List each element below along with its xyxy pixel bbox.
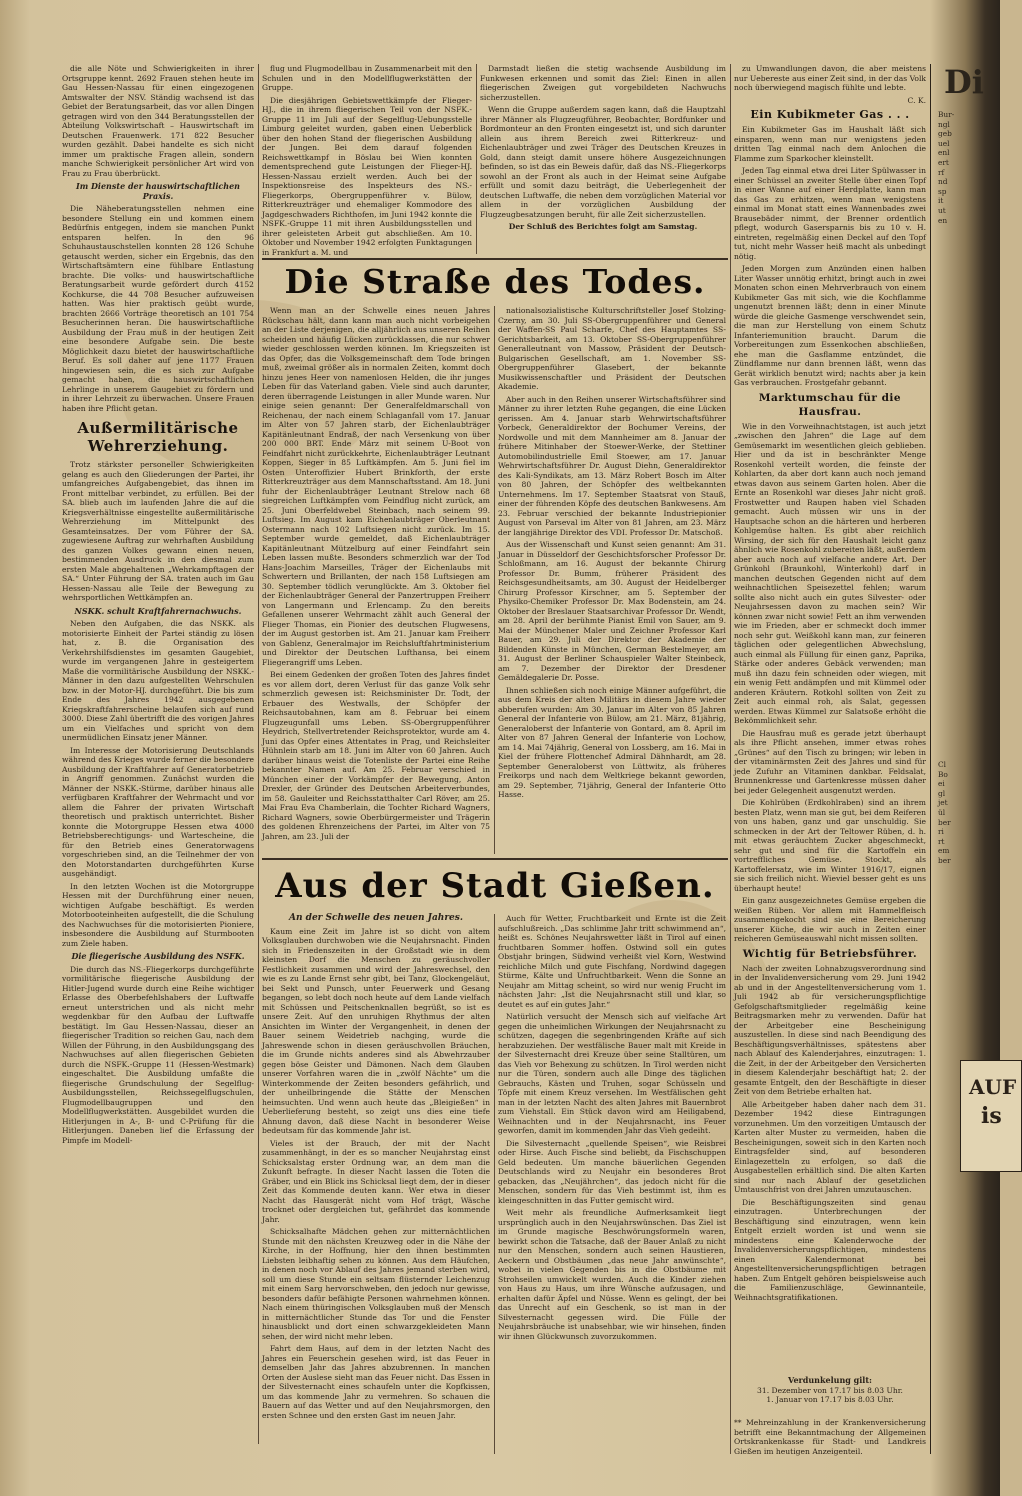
continuation-note: Der Schluß des Berichtes folgt am Samstag. [508, 222, 698, 231]
paragraph: Wie in den Vorweihnachtstagen, ist auch jetzt „zwischen den Jahren“ die Lage auf dem Gemüsemarkt im wesentlichen gleich geblieben. Hier und da ist in beschränkter Menge Rosenkohl verteilt worden, die feinste der Kohlarten, da aber dort kann auch noch jemand etwas davon aus seinem Garten holen. Aber die Ernte an Rosenkohl war dieses Jahr nicht groß. Frostwetter und Raupen haben viel Schaden gemacht. Auch müssen wir uns in der Hauptsache schon an die härteren und herberen Kohlgemüse halten. Es gibt aber reichlich Wirsing, der sich für den Haushalt leicht ganz ähnlich wie Rosenkohl zubereiten läßt, außerdem aber auch noch auf vielfache andere Art. Der Grünkohl (Braunkohl, Winterkohl) darf in manchen deutschen Gegenden nicht auf dem weihnachtlichen Speisezettel fehlen; warum sollte also nicht auch ein gutes Silvester- oder Neujahrsessen davon zu machen sein? Wir können zwar nicht sowie! Fett an ihm verwenden wie im Frieden, aber er schmeckt doch immer noch sehr gut. Weißkohl kann man, zur feineren täglichen oder gelegentlichen Abwechslung, auch einmal als Füllung für einen ganz, Paprika, Stärke oder anderes Gebäck verwenden; man muß ihn dazu fein schneiden oder wiegen, mit ein wenig Fett andämpfen und mit Kümmel oder anderen Kräutern. Rotkohl sollten von Zeit zu Zeit auch einmal roh, als Salat, gegessen werden. Etwas Kümmel zur Salatsoße erhöht die Bekömmlichkeit sehr. [734, 421, 926, 725]
strasse-column-2 [498, 306, 726, 854]
paragraph: flug und Flugmodellbau in Zusammenarbeit mit den Schulen und in den Modellflugwerkstätten der Gruppe. [262, 64, 472, 92]
article-column-5 [734, 64, 926, 1374]
adjacent-page-ad-box [960, 1060, 1022, 1172]
paragraph: Nach der zweiten Lohnabzugsverordnung sind in der Invalidenversicherung vom 29. Juni 1942 ab und in der Angestelltenversicherung vom 1. Juli 1942 ab für versicherungspflichtige Gefolgschaftsmitglieder regelmäßig keine Beitragsmarken mehr zu verwenden. Dafür hat der Arbeitgeber eine Bescheinigung auszustellen. In diese sind nach Beendigung des Beschäftigungsverhältnisses, spätestens aber nach Ablauf des Kalenderjahres, einzutragen: 1. die Zeit, in der der Arbeitgeber den Versicherten in diesem Kalenderjahr beschäftigt hat; 2. der gesamte Entgelt, den der Beschäftigte in dieser Zeit von dem Betriebe erhalten hat. [734, 963, 926, 1096]
blackout-notice [734, 1376, 926, 1416]
paragraph: Die Hausfrau muß es gerade jetzt überhaupt als ihre Pflicht ansehen, immer etwas rohes „Grünes“ auf den Tisch zu bringen; wir leben in der vitaminärmsten Zeit des Jahres und sind für jede Zufuhr an Vitaminen dankbar. Feldsalat, Brunnenkresse und Gartenkresse müssen daher bei jeder Gelegenheit ausgenutzt werden. [734, 728, 926, 795]
paragraph: Kaum eine Zeit im Jahre ist so dicht von altem Volksglauben durchwoben wie die Neujahrsnacht. Finden sich in Friedenszeiten in der Großstadt wie in dem kleinsten Dorf die Menschen zu geräuschvoller Festlichkeit zusammen und wird der Jahreswechsel, den wie es zu Lande Ernst sehr gibt, bei Tanz, Glockengeläut, bei Sekt und Punsch, unter Feuerwerk und Gesang begangen, so lebt doch noch heute auf dem Lande vielfach mit Schüssen und Peitschenknallen begrüßt, so ist es unsere Zeit. Auf den unruhigen Rhythmus der alten Ansichten im Winter der Vergangenheit, in denen der Bauer seinem Weidetrieb nachging, wurde die Jahreswende schon in diesen geräuschvollen Bräuchen, die im Grunde nichts anderes sind als Abwehrzauber gegen böse Geister und Dämonen. Nach dem Glauben unserer Vorfahren waren die in „zwölf Nächte“ um die Winterkommende der Zeiten besonders gefährlich, und der unheilbringende die Stätte der Menschen heimsuchten. Und wenn auch heute das „Bleigießen“ in Ueberlieferung besteht, so zeigt uns dies eine tiefe Ahnung davon, daß diese Nacht in besonderer Weise bedeutsam für das kommende Jahr ist. [262, 926, 490, 1135]
insurance-note [734, 1418, 926, 1454]
paragraph: Aber auch in den Reihen unserer Wirtschaftsführer sind Männer zu ihrer letzten Ruhe gegangen, die eine Lücken gerissen. Am 4. Januar starb Wehrwirtschaftsführer Vorbeck, Generaldirektor der Bochumer Vereins, der Nordwolle und mit dem Mannheimer am 8. Januar der frühere Mitinhaber der Stoewer-Werke, der Stettiner Automobilindustrielle Emil Stoewer, am 17. Januar Wehrwirtschaftsführer Dr. August Diehn, Generaldirektor des Kali-Syndikats, am 13. März Robert Bosch im Alter von 80 Jahren, der Schöpfer des weltbekannten Unternehmens. Im 17. September Staatsrat von Stauß, einer der führenden Köpfe des deutschen Bankwesens. Am 23. Februar verschied der bekannte Industriepionier August von Parseval im Alter von 81 Jahren, am 23. März der langjährige Direktor des VDI. Professor Dr. Matschoß. [498, 394, 726, 537]
column-divider [258, 64, 259, 1444]
subheading: Die fliegerische Ausbildung des NSFK. [71, 951, 245, 961]
blackout-line: 31. Dezember von 17.17 bis 8.03 Uhr. [757, 1385, 903, 1395]
paragraph: Vieles ist der Brauch, der mit der Nacht zusammenhängt, in der es so mancher Neujahrstag einst Schicksalstag erster Ordnung war, an dem man die Zukunft befragte. In dieser Nacht lassen die Toten die Gräber, und ein Blick ins Schicksal liegt dem, der in dieser Zeit das Kommende deuten kann. Wer etwa in dieser Nacht das Hausgerät nicht vom Hof trägt, Wäsche trocknet oder dergleichen tut, gefährdet das kommende Jahr. [262, 1138, 490, 1224]
adjacent-page-text: Bur- ngl geb uel enl ert rf nd sp it ut en [938, 110, 955, 225]
blackout-title: Verdunkelung gilt: [787, 1375, 872, 1385]
section-rule [262, 858, 728, 860]
column-divider [730, 64, 731, 1454]
giessen-column-1 [262, 914, 490, 1454]
paragraph: zu Umwandlungen davon, die aber meistens nur Uebereste aus einer Zeit sind, in der das Volk noch überwiegend magisch fühlte und lebte. [734, 64, 926, 92]
section-heading: Ein Kubikmeter Gas . . . [750, 108, 910, 121]
paragraph: Wenn man an der Schwelle eines neuen Jahres Rückschau hält, dann kann man auch nicht vorbeigehen an der Liste derjenigen, die alljährlich aus unseren Reihen scheiden und häufig Lücken zurücklassen, die nur schwer wieder geschlossen werden können. Im Kriegszeiten ist das Opfer, das die Volksgemeinschaft dem Tode bringen muß, zweimal größer als in normalen Zeiten, kommt doch hinzu jenes Heer von namenlosen Helden, die ihr junges Leben für das Vaterland gaben. Viele sind auch darunter, deren überragende Leistungen in aller Munde waren. Nur einige seien genannt: Der Generalfeldmarschall von Reichenau, der nach einem Schlaganfall vom 17. Januar im Alter von 57 Jahren starb, der Eichenlaubträger Kapitänleutnant Endraß, der nach Versenkung von über 200 000 BRT. Ende März mit seinem U-Boot von Feindfahrt nicht zurückkehrte, Eichenlaubträger Leutnant Koppen, Sieger in 85 Luftkämpfen. Am 5. Juni fiel im Osten Unteroffizier Hubert Brinkforth, der erste Ritterkreuzträger aus dem Mannschaftsstand. Am 18. Juni fuhr der Eichenlaubträger Leutnant Strelow nach 68 siegreichen Luftkämpfen vom Feindflug nicht zurück, am 25. Juni Oberfeldwebel Steinbach, nach seinem 99. Luftsieg. Im August kam Eichenlaubträger Oberleutnant Ostermann nach 102 Luftsiegen nicht zurück. Im 15. September wurde gemeldet, daß Eichenlaubträger Kapitänleutnant Mützelburg auf einer Feindfahrt sein Leben lassen mußte. Besonders schmerzlich war der Tod Hans-Joachim Marseilles, Träger der Eichenlaubs mit Schwertern und Brillanten, der nach 158 Luftsiegen am 30. September tödlich verunglückte. Am 3. Oktober fiel der Eichenlaubträger General der Panzertruppen Freiherr von Langermann und Erlencamp. Zu den bereits Gefallenen unserer Wehrmacht zählt auch General der Flieger Thomas, ein Pionier des deutschen Flugwesens, der im August gestorben ist. Am 21. Januar kam Freiherr von Gablenz, Generalmajor im Reichsluftfahrtministerium und Direktor der Deutschen Lufthansa, bei einem Fliegerangriff ums Leben. [262, 306, 490, 667]
paragraph: Bei einem Gedenken der großen Toten des Jahres findet es vor allem dort, deren Verlust für das ganze Volk sehr schmerzlich gewesen ist: Reichsminister Dr. Todt, der Erbauer des Westwalls, der Schöpfer der Reichsautobahnen, kam am 8. Februar bei einem Flugzeugunfall ums Leben. SS-Obergruppenführer Heydrich, Stellvertretender Reichsprotektor, wurde am 4. Juni das Opfer eines Attentates in Prag, und Reichsleiter Hühnlein starb am 18. Juni im Alter von 60 Jahren. Auch darüber hinaus weist die Totenliste der Partei eine Reihe bekannter Namen auf. Am 25. Februar verschied in München einer der Vorkämpfer der Bewegung, Anton Drexler, der Gründer des Deutschen Arbeiterverbundes, im 58. Gauleiter und Reichsstatthalter Carl Röver, am 25. Mai Frau Eva Chamberlain, die Tochter Richard Wagners, Richard Wagners, sowie Oberbürgermeister und Trägerin des goldenen Ehrenzeichens der Partei, im Alter von 75 Jahren, am 23. Juli der [262, 670, 490, 841]
paragraph: In den letzten Wochen ist die Motorgruppe Hessen mit der Durchführung einer neuen, wichtigen Aufgabe beschäftigt. Es werden Motorbooteinheiten aufgestellt, die die Schulung des Nachwuchses für die motorisierten Pioniere, insbesondere die Ausbildung auf Sturmbooten zum Ziele haben. [62, 881, 254, 948]
paragraph: Wenn die Gruppe außerdem sagen kann, daß die Hauptzahl ihrer Männer als Flugzeugführer, Beobachter, Bordfunker und Bordmonteur an den Fronten eingesetzt ist, und sich darunter allein aus ihrem Bereich zwei Ritterkreuz- und Eichenlaubträger und zwei Träger des Deutschen Kreuzes in Gold, dann steigt damit unsere höhere Ausgezeichnungen befinden, so ist das ein Beweis dafür, daß das NS.-Fliegerkorps sowohl an der Front als auch in der Heimat seine Aufgabe erfüllt und somit dazu beiträgt, die Ueberlegenheit der deutschen Luftwaffe, die neben dem vorzüglichen Material vor allem in der vorzüglichen Ausbildung der Flugzeugbesatzungen beruht, für alle Zeit sicherzustellen. [480, 105, 726, 219]
article-column-2 [262, 64, 472, 257]
paragraph: Fahrt dem Haus, auf dem in der letzten Nacht des Jahres ein Feuerschein gesehen wird, ist das Feuer in demselben Jahr das Jahres abzubrennen. In manchen Orten der Auslese sieht man das Feuer nicht. Das Essen in der Silvesternacht eines schaufeln unter die Kopfkissen, um das kommende Jahr zu vermehren. So schauen die Bauern auf das Wetter und auf den Neujahrsmorgen, den ersten Schnee und den ersten Gast im neuen Jahr. [262, 1344, 490, 1420]
paragraph: Jeden Tag einmal etwa drei Liter Spülwasser in einer Schüssel an zweiter Stelle über einen Topf in einer Wanne auf einer Herdplatte, kann man das Gas zu erhitzen, wenn man wenigstens einmal im Monat statt eines Wannenbades zwei Brausebäder nimmt, der Brenner ordentlich pflegt, wodurch Gasersparnis bis zu 10 v. H. eintreten, regelmäßig einen Deckel auf den Topf tut, nicht mehr Wasser heiß macht als unbedingt nötig. [734, 166, 926, 261]
paragraph: Im Interesse der Motorisierung Deutschlands während des Krieges wurde ferner die besondere Ausbildung der Kraftfahrer auf Generatorbetrieb in Angriff genommen. Zunächst wurden die Männer der NSKK.-Stürme, darüber hinaus alle verfügbaren Kraftfahrer der Wehrmacht und vor allem die Fahrer der privaten Wirtschaft theoretisch und praktisch unterrichtet. Bisher konnte die Motorgruppe Hessen etwa 4000 Betriebsberechtigungs- und Wartescheine, die für den Betrieb eines Generatorwagens vorgeschrieben sind, an die Teilnehmer der von den Motorstandarten durchgeführten Kurse ausgehändigt. [62, 745, 254, 878]
main-headline: Die Straße des Todes. [284, 262, 706, 301]
city-section-headline: Aus der Stadt Gießen. [275, 866, 715, 906]
paragraph: Ein ganz ausgezeichnetes Gemüse ergeben die weißen Rüben. Vor allem mit Hammelfleisch zusammengekocht sind sie eine Bereicherung unserer Küche, die wir auch in Zeiten einer reicheren Gemüseauswahl nicht missen sollten. [734, 896, 926, 943]
adjacent-page-text: Cl Bo ei gl jet ül ber ri rt em ber [938, 760, 951, 865]
column-divider [476, 64, 477, 254]
subheading: Im Dienste der hauswirtschaftlichen Praxis. [76, 181, 240, 201]
section-heading: Außermilitärische Wehrerziehung. [77, 419, 239, 455]
paragraph: Darmstadt ließen die stetig wachsende Ausbildung im Funkwesen erkennen und somit das Ziel: Einen in allen fliegerischen Zweigen gut vorgebildeten Nachwuchs sicherzustellen. [480, 64, 726, 102]
blackout-line: 1. Januar von 17.17 bis 8.03 Uhr. [766, 1395, 894, 1404]
column-divider [494, 914, 495, 1454]
adjacent-ad-text: AUF [969, 1075, 1017, 1099]
paragraph: Natürlich versucht der Mensch sich auf vielfache Art gegen die unheimlichen Wirkungen der Neujahrsnacht zu schützen, dagegen die segenbringenden Kräfte auf sich herabzuziehen. Der westfälische Bauer malt mit Kreide in der Silvesternacht drei Kreuze über seine Stalltüren, um das Vieh vor Behexung zu schützen. In Tirol werden nicht nur die Türen, sondern auch alle Dinge des täglichen Gebrauchs, Kästen und Truhen, sogar Schüsseln und Töpfe mit einem Kreuz versehen. Im Westfälischen geht man in der letzten Nacht des alten Jahres mit Bauernbrot zum Viehstall. Ein Stück davon wird am Heiligabend, Weihnachten und in der Neujahrsnacht, ins Feuer geworfen, damit im kommenden Jahr das Vieh gedeiht. [498, 1012, 726, 1135]
adjacent-ad-text: is [981, 1103, 1002, 1129]
paragraph: Schicksalhafte Mädchen gehen zur mitternächtlichen Stunde mit den nächsten Kreuzweg oder in die Nähe der Kirche, in der Hoffnung, hier den ihnen bestimmten Liebsten leibhaftig sehen zu können. Aus dem Häufchen, in denen noch vor Ablauf des Jahres jemand sterben wird, soll um diese Stunde ein seltsam flüsternder Leichenzug mit einem Sarg hervorschweben, den jedoch nur gewisse, besonders dafür befähigte Personen wahrnehmen können. Nach einem thüringischen Volksglauben muß der Mensch in mitternächtlicher Stunde das Tor und die Fenster hinausblickt und dort einen schwarzgekleideten Mann sehen, der wird nicht mehr leben. [262, 1227, 490, 1341]
subheading: An der Schwelle des neuen Jahres. [289, 913, 463, 923]
section-heading: Marktumschau für die Hausfrau. [758, 391, 902, 418]
paragraph: Ein Kubikmeter Gas im Haushalt läßt sich einsparen, wenn man nur wenigstens jeden dritten Tag einmal nach dem Anlochen die Flamme zum Sparkocher kleinstellt. [734, 125, 926, 163]
article-column-3 [480, 64, 726, 254]
paragraph: Die durch das NS.-Fliegerkorps durchgeführte vormilitärische fliegerische Ausbildung der Hitler-Jugend wurde durch eine Reihe wichtiger Erlasse des Oberbefehlshabers der Luftwaffe erneut unterstrichen und als nicht mehr wegdenkbar für den Aufbau der Luftwaffe bestätigt. Im Gau Hessen-Nassau, dieser an fliegerischer Tradition so reichen Gau, nach dem Willen der Führung, in den Ausbildungsgang des Nachwuchses auf allen fliegerischen Gebieten durch die NSFK.-Gruppe 11 (Hessen-Westmark) eingeschaltet. Die Ausbildung umfaßte die fliegerische Grundschulung der Segelflug-Ausbildungsstellen, Reichssegelflugschulen, Flugmodellbaugruppen und den Modellflugwerkstätten. Ausgebildet wurden die Hitlerjungen in A-, B- und C-Prüfung für die Hitlerjungen. Daneben lief die Erfassung der Pimpfe im Modell- [62, 964, 254, 1145]
paragraph: Die Silvesternacht „quellende Speisen“, wie Reisbrei oder Hirse. Auch Fische sind beliebt, da Fischschuppen Geld bedeuten. Um manche bäuerlichen Gegenden Deutschlands wird zu Neujahr ein besonderes Brot gebacken, das „Neujährchen“, das jedoch nicht für die Menschen, sondern für das Vieh bestimmt ist, ihm es kleingeschnitten in das Futter gemischt wird. [498, 1138, 726, 1205]
paragraph: Neben den Aufgaben, die das NSKK. als motorisierte Einheit der Partei ständig zu lösen hat, z. B. die Organisation des Verkehrshilfsdienstes im gesamten Gaugebiet, wurde im vergangenen Jahre in gesteigertem Maße die vormilitärische Ausbildung der NSKK.-Männer in den dazu aufgestellten Wehrschulen bzw. in der Motor-HJ. durchgeführt. Die bis zum Ende des Jahres 1942 ausgegebenen Kriegskraftfahrerscheine belaufen sich auf rund 3000. Diese Zahl übertrifft die des vorigen Jahres um ein Vielfaches und spricht von dem unermüdlichen Einsatz jener Männer. [62, 619, 254, 742]
paragraph: Trotz stärkster personeller Schwierigkeiten gelang es auch den Gliederungen der Partei, ihr umfangreiches Aufgabengebiet, das ihnen im Front mittelbar verbindet, zu erfüllen. Bei der SA. blieb auch im laufenden Jahre die auf die Kriegsverhältnisse eingestellte außermilitärische Wehrerziehung im Mittelpunkt des Gesamteinsatzes. Der vom Führer der SA. zugewiesene Auftrag zur wehrhaften Ausbildung des ganzen Volkes gewann einen neuen, bestimmenden Ausdruck in den diesmal zum ersten Male abgehaltenen „Wehrkampftagen der SA.“ Unter Führung der SA. traten auch im Gau Hessen-Nassau alle Teile der Bewegung zu wehrsportlichen Wettkämpfen an. [62, 460, 254, 602]
giessen-column-2 [498, 914, 726, 1454]
subheading: NSKK. schult Kraftfahrernachwuchs. [74, 605, 242, 616]
paragraph: Auch für Wetter, Fruchtbarkeit und Ernte ist die Zeit aufschlußreich. „Das schlimme Jahr tritt schwimmend an“, heißt es. Schönes Neujahrswetter läßt in Tirol auf einen fruchtbaren Sommer hoffen. Ostwind soll ein gutes Obstjahr bringen, Südwind verheißt viel Korn, Westwind reichliche Milch und gute Fischfang, Nordwind dagegen Stürme, Kälte und Unfruchtbarkeit. Wenn die Sonne an Neujahr am Mittag scheint, so wird nur wenig Frucht im nächsten Jahr: „Ist die Neujahrsnacht still und klar, so deutet es auf ein gutes Jahr.“ [498, 914, 726, 1009]
paragraph: Ihnen schließen sich noch einige Männer aufgeführt, die aus dem Kreis der alten Militärs in diesem Jahre wieder abberufen wurden: Am 30. Januar im Alter von 85 Jahren General der Infanterie von Bülow, am 21. März, 81jährig, Generaloberst der Infanterie von Gontard, am 8. April im Alter von 87 Jahren General der Infanterie von Lochow, am 14. Mai 74jährig, General von Lossberg, am 16. Mai in Kiel der frühere Flottenchef Admiral Dähnhardt, am 28. September Generaloberst von Lüttwitz, als früheres Freikorps und nach dem Weltkriege bekannt geworden, am 29. September, 71jährig, General der Infanterie Otto Hasse. [498, 685, 726, 799]
author-signature: C. K. [907, 95, 926, 105]
section-heading: Wichtig für Betriebsführer. [742, 947, 918, 960]
paragraph: Die Beschäftigungszeiten sind genau einzutragen. Unterbrechungen der Beschäftigung sind einzutragen, wenn kein Entgelt erzielt worden ist und wenn sie mindestens eine Kalenderwoche der Invalidenversicherungspflichtigen, mindestens einen Kalendermonat bei Angestelltenversicherungspflichtigen betragen haben. Zum Entgelt gehören beispielsweise auch die Familienzuschläge, Gewinnanteile, Weihnachtsgratifikationen. [734, 1197, 926, 1302]
paragraph: nationalsozialistische Kulturschriftsteller Josef Stolzing-Czerny, am 30. Juli SS-Obergruppenführer und General der Waffen-SS Paul Scharfe, Chef des Hauptamtes SS-Gerichtsbarkeit, am 13. Oktober SS-Obergruppenführer Generalleutnant von Massow, Präsident der Deutsch-Bulgarischen Gesellschaft, am 1. November SS-Obergruppenführer Glasebert, der bekannte Musikwissenschaftler und Präsident der Deutschen Akademie. [498, 306, 726, 391]
paragraph: Alle Arbeitgeber haben daher nach dem 31. Dezember 1942 diese Eintragungen vorzunehmen. Um den vorzeitigen Umtausch der Karten alter Muster zu vermeiden, haben die Bescheinigungen, soweit sich in den Karten noch Eintragsfelder sind, auf besonderen Einlagezetteln zu erfolgen, so daß die Ausgabestellen erhältlich sind. Die alten Karten sind nur nach Ablauf der gesetzlichen Umtauschfrist von drei Jahren umzutauschen. [734, 1099, 926, 1194]
column-divider [494, 306, 495, 854]
adjacent-page-headline: Di [944, 63, 984, 101]
article-column-1 [62, 64, 254, 1444]
paragraph: Die diesjährigen Gebietswettkämpfe der Flieger-HJ., die in ihrem fliegerischen Teil von der NSFK.-Gruppe 11 im Juli auf der Segelflug-Uebungsstelle Limburg geleitet wurden, gaben einen Ueberblick über den hohen Stand der fliegerischen Ausbildung der Jungen. Bei dem darauf folgenden Reichswettkampf in Böslau bei Wien konnten dementsprechend gute Leistungen der Flieger-HJ. Hessen-Nassau erzielt werden. Auch bei der Inspektionsreise des Inspekteurs des NS.-Fliegerkorps, Obergruppenführer v. Bülow, Ritterkreuzträger und ehemaliger Kommodore des Jagdgeschwaders Richthofen, im Juni 1942 konnte die NSFK.-Gruppe 11 mit ihren Ausbildungsstellen und ihrer geleisteten Arbeit gut abschließen. Am 10. Oktober und November 1942 erfolgten Funktagungen in Frankfurt a. M. und [262, 95, 472, 257]
paragraph: die alle Nöte und Schwierigkeiten in ihrer Ortsgruppe kennt. 2692 Frauen stehen heute im Gau Hessen-Nassau für einen eingezogenen Amtswalter der NSV. Ständig wachsend ist das Gebiet der Beratungsarbeit, das vor allen Dingen getragen wird von den 344 Beratungsstellen der Abteilung Volkswirtschaft – Hauswirtschaft im Deutschen Frauenwerk. 171 822 Besucher wurden gezählt. Dabei handelte es sich nicht immer um praktische Fragen allein, sondern manche Schwierigkeit persönlicher Art wird von Frau zu Frau überbrückt. [62, 64, 254, 178]
strasse-column-1 [262, 306, 490, 854]
section-rule [262, 258, 728, 260]
paragraph: Die Kohlrüben (Erdkohlraben) sind an ihrem besten Platz, wenn man sie gut, bei dem Reiferen von uns haben, ganz und gar unschuldig. Sie schmecken in der Art der Teltower Rüben, d. h. mit etwas geräuchtem Zucker abgeschmeckt, sehr gut und sind für die Kartoffeln ein vortreffliches Gemüse. Stockt, als Kartoffelersatz, wie im Winter 1916/17, eignen sie sich freilich nicht. Wieviel besser geht es uns überhaupt heute! [734, 798, 926, 893]
paragraph: Jeden Morgen zum Anzünden einen halben Liter Wasser unnötig erhitzt, bringt auch in zwei Monaten schon einen Mehrverbrauch von einem Kubikmeter Gas mit sich, wie die Kochflamme ungenutzt brennen läßt; denn in einer Minute würde die gleiche Gasmenge verschwendet sein, die man zur Herstellung von einem Schutz Infanteriemunition braucht. Darum die Vorbereitungen zum Essenkochen abschließen, ehe man die Gasflamme entzündet, die Zündflamme nur dann brennen läßt, wenn das Gerät wirklich benutzt wird; nachts aber ja kein Gas verbrauchen. Frostgefahr gebannt. [734, 264, 926, 387]
paragraph: Die Näheberatungsstellen nehmen eine besondere Stellung ein und kommen einem Bedürfnis entgegen, indem sie manchen Punkt entsparen helfen. In den 96 Schuhaustauschstellen konnten 28 126 Schuhe getauscht werden, sicher ein Ergebnis, das den Wirtschaftsämtern eine fühlbare Entlastung brachte. Die volks- und hauswirtschaftliche Beratungsarbeit wurde gefördert durch 4152 Kochkurse, die 44 708 Besucher aufzuweisen hatten. Was hier praktisch geübt wurde, brachten 2666 Vorträge theoretisch an 101 754 Besucherinnen heran. Die hauswirtschaftliche Ausbildung der Frau muß in der heutigen Zeit eine besondere Aufgabe sein. Die beste Möglichkeit dazu bietet der hauswirtschaftliche Beruf. Es soll daher auf jene 1177 Frauen hingewiesen sein, die es sich zur Aufgabe gemacht haben, die hauswirtschaftlichen Lehrlinge in unserem Gaugebiet zu fördern und in ihrer Lehrzeit zu überwachen. Unsere Frauen haben ihre Pflicht getan. [62, 204, 254, 413]
page-edge-divider [930, 64, 931, 1454]
paragraph: Aus der Wissenschaft und Kunst seien genannt: Am 31. Januar in Düsseldorf der Geschichtsforscher Professor Dr. Schloßmann, am 16. August der bekannte Chirurg Professor Dr. Bumm, früherer Präsident des Reichsgesundheitsamts, am 30. August der Heidelberger Chirurg Professor Kirschner, am 5. September der Physiko-Chemiker Professor Dr. Max Bodenstein, am 24. Oktober der Breslauer Staatsarchivar Professor Dr. Wendt, am 28. April der berühmte Pianist Emil von Sauer, am 9. Mai der Münchener Maler und Zeichner Professor Karl Bauer, am 29. Juli der Direktor der Akademie der Bildenden Künste in München, German Bestelmeyer, am 31. August der Berliner Schauspieler Walter Steinbeck, am 7. Dezember der Direktor der Dresdener Gemäldegalerie Dr. Posse. [498, 540, 726, 682]
paragraph: Weit mehr als freundliche Aufmerksamkeit liegt ursprünglich auch in den Neujahrswünschen. Das Ziel ist im Grunde magische Beschwörungsformeln waren, bewirkt schon die Tatsache, daß der Bauer Anlaß zu nicht nur den Menschen, sondern auch seinen Haustieren, Aeckern und Obstbäumen „das neue Jahr anwünschte“, wobei in vielen Gegenden bis in die Obstbäume mit Strohseilen umwickelt wurden. Auch die Kinder ziehen von Haus zu Haus, um ihre Wünsche aufzusagen, und erhalten dafür Äpfel und Nüsse. Wenn es gelingt, der bei das Unrecht auf ein Geschenk, so ist man in der Silvesternacht gegessen wird. Die Fülle der Neujahrsbräuche ist unabsehbar, wie wir hinsehen, finden wir ihnen Glückwunsch zuvorzukommen. [498, 1208, 726, 1341]
paragraph: ** Mehreinzahlung in der Krankenversicherung betrifft eine Bekanntmachung der Allgemeinen Ortskrankenkasse für Stadt- und Landkreis Gießen im heutigen Anzeigenteil. [734, 1418, 926, 1456]
